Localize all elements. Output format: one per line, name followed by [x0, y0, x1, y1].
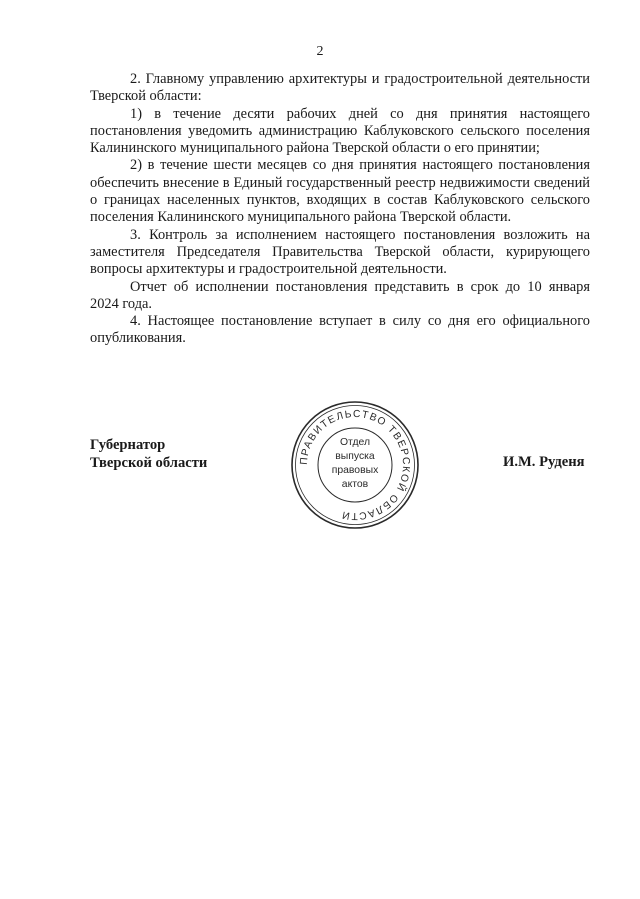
signatory-name: И.М. Руденя [503, 454, 585, 470]
paragraph-report: Отчет об исполнении постановления представить в срок до 10 января 2024 года. [90, 278, 590, 312]
document-body [90, 71, 590, 348]
signatory-position [90, 436, 207, 472]
official-stamp [288, 398, 422, 532]
paragraph-2-1: 1) в течение десяти рабочих дней со дня принятия настоящего постановления уведомить администрацию Каблуковского сельского поселения Калининского муниципального района Тверской области о его принятии; [90, 105, 590, 157]
page-number: 2 [316, 44, 324, 59]
paragraph-2-2: 2) в течение шести месяцев со дня принятия настоящего постановления обеспечить внесение в Единый государственный реестр недвижимости сведений о границах населенных пунктов, входящих в состав Каблуковского сельского поселения Калининского муниципального района Тверской области. [90, 157, 590, 226]
stamp-inner-text [310, 436, 400, 492]
stamp-inner-line: Отдел [339, 437, 371, 448]
paragraph-3: 3. Контроль за исполнением настоящего постановления возложить на заместителя Председателя Правительства Тверской области, курирующего вопросы архитектуры и градостроительной деятельности. [90, 226, 590, 278]
paragraph-4: 4. Настоящее постановление вступает в силу со дня его официального опубликования. [90, 313, 590, 347]
stamp-inner-line: правовых [331, 465, 379, 476]
paragraph-2: 2. Главному управлению архитектуры и градостроительной деятельности Тверской области: [90, 71, 590, 105]
signatory-region: Тверской области [90, 455, 208, 471]
stamp-inner-line: выпуска [335, 451, 375, 462]
stamp-ring-text: ПРАВИТЕЛЬСТВО ТВЕРСКОЙ ОБЛАСТИ [298, 408, 412, 522]
stamp-inner-line: актов [341, 479, 369, 490]
signatory-title: Губернатор [90, 437, 166, 453]
